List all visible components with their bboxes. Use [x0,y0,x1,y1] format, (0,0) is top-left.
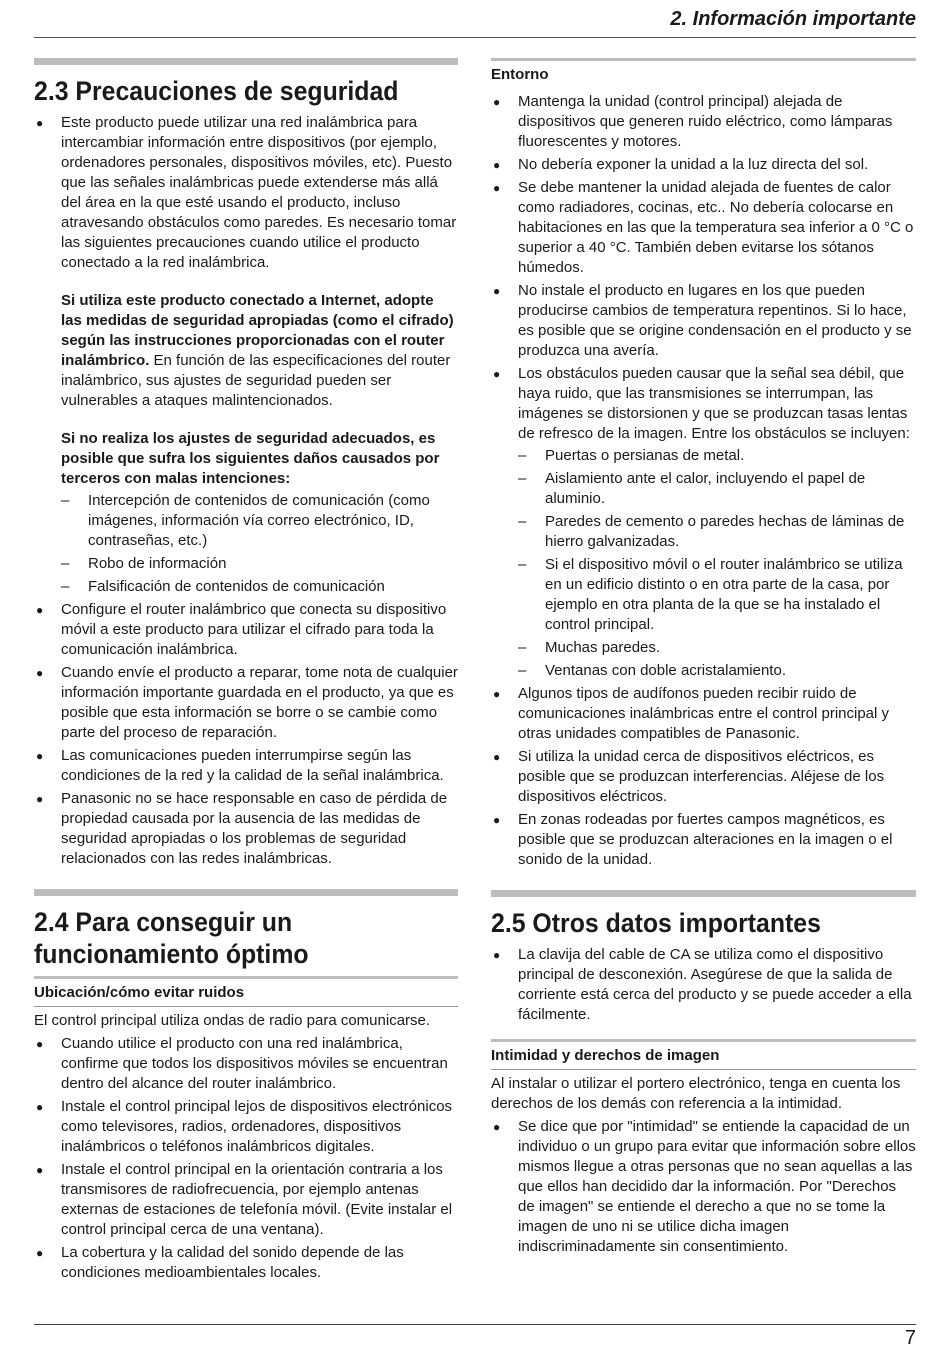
obstacles-list [518,446,916,681]
list-item: – Muchas paredes. [518,638,916,658]
list-item: – Ventanas con doble acristalamiento. [518,661,916,681]
list-item: ● Configure el router inalámbrico que conecta su dispositivo móvil a este producto para utilizar el cifrado para toda la comunicación inalámbrica. [34,600,458,660]
internet-warning-bold: Si utiliza este producto conectado a Internet, adopte las medidas de seguridad apropiadas (como el cifrado) según las instrucciones proporcionadas con el router inalámbrico. [61,292,454,369]
list-item: ● En zonas rodeadas por fuertes campos magnéticos, es posible que se produzcan alteraciones en la imagen o el sonido de la unidad. [491,810,916,870]
otros-datos-list [491,945,916,1025]
left-column [34,58,458,1286]
list-item: ● Se dice que por "intimidad" se entiende la capacidad de un individuo o un grupo para evitar que información sobre ellos mismos llegue a otras personas que no sean aquellas a las que ellos han decidido dar la información. Por "Derechos de imagen" se entiende el derecho a que no se tome la imagen de uno ni se utilice dicha imagen indiscriminadamente sin consentimiento. [491,1117,916,1257]
list-item: ● Las comunicaciones pueden interrumpirse según las condiciones de la red y la calidad de la señal inalámbrica. [34,746,458,786]
subsection-divider [34,976,458,979]
subsection-title-ubicacion: Ubicación/cómo evitar ruidos [34,983,458,1007]
list-item: – Paredes de cemento o paredes hechas de láminas de hierro galvanizadas. [518,512,916,552]
right-column [491,58,916,1260]
ubicacion-list [34,1034,458,1283]
subsection-title-entorno: Entorno [491,66,549,83]
subsection-divider [491,58,916,61]
list-item: – Puertas o persianas de metal. [518,446,916,466]
list-item: – Si el dispositivo móvil o el router inalámbrico se utiliza en un edificio distinto o en otra parte de la casa, por ejemplo en otra planta de la que se ha instalado el control principal. [518,555,916,635]
list-item: ● Instale el control principal en la orientación contraria a los transmisores de radiofrecuencia, por ejemplo antenas externas de estaciones de telefonía móvil. (Evite instalar el control principal cerca de una ventana). [34,1160,458,1240]
subsection-divider [491,1039,916,1042]
list-item: ● La cobertura y la calidad del sonido depende de las condiciones medioambientales locales. [34,1243,458,1283]
section-title-2-5: 2.5 Otros datos importantes [491,908,821,938]
list-item [34,113,458,597]
page-number: 7 [904,1327,916,1349]
list-item: ● Instale el control principal lejos de dispositivos electrónicos como televisores, radios, ordenadores, dispositivos inalámbricos o teléfonos inalámbricos digitales. [34,1097,458,1157]
section-title-2-4: 2.4 Para conseguir un funcionamiento óptimo [34,907,309,969]
internet-warning-text: En función de las especificaciones del router inalámbrico, sus ajustes de seguridad pueden ser vulnerables a ataques malintencionados. [61,352,451,409]
list-item: – Falsificación de contenidos de comunicación [61,577,458,597]
safety-intro: Este producto puede utilizar una red inalámbrica para intercambiar información entre dispositivos (por ejemplo, ordenadores personales, dispositivos móviles, etc). Puesto que las señales inalámbricas puede extenderse más allá del área en la que esté usando el producto, incluso atravesando obstáculos como paredes. Es necesario tomar las siguientes precauciones cuando utilice el producto conectado a la red inalámbrica. [61,114,457,271]
list-item: – Intercepción de contenidos de comunicación (como imágenes, información vía correo electrónico, ID, contraseñas, etc.) [61,491,458,551]
list-item: ● No debería exponer la unidad a la luz directa del sol. [491,155,916,175]
list-item: ● Mantenga la unidad (control principal) alejada de dispositivos que generen ruido eléctrico, como lámparas fluorescentes y motores. [491,92,916,152]
list-item: ● Panasonic no se hace responsable en caso de pérdida de propiedad causada por la ausencia de las medidas de seguridad apropiadas o los problemas de seguridad relacionados con las redes inalámbricas. [34,789,458,869]
section-title-2-3: 2.3 Precauciones de seguridad [34,76,399,106]
ubicacion-intro: El control principal utiliza ondas de radio para comunicarse. [34,1012,431,1029]
list-item: ● Si utiliza la unidad cerca de dispositivos eléctricos, es posible que se produzcan interferencias. Aléjese de los dispositivos eléctricos. [491,747,916,807]
safety-list [34,113,458,869]
internet-warning [61,291,458,411]
page-footer [34,1324,916,1349]
list-item: ● La clavija del cable de CA se utiliza como el dispositivo principal de desconexión. Asegúrese de que la salida de corriente está cerca del producto y se puede acceder a ella fácilmente. [491,945,916,1025]
subsection-title-intimidad: Intimidad y derechos de imagen [491,1046,916,1070]
section-divider [491,890,916,897]
list-item: ● No instale el producto en lugares en los que pueden producirse cambios de temperatura repentinos. Si lo hace, es posible que se origine condensación en el producto y se produzca una avería. [491,281,916,361]
intimidad-list [491,1117,916,1257]
list-item: ● Cuando utilice el producto con una red inalámbrica, confirme que todos los dispositivos móviles se encuentran dentro del alcance del router inalámbrico. [34,1034,458,1094]
list-item: ● Se debe mantener la unidad alejada de fuentes de calor como radiadores, cocinas, etc.. No debería colocarse en habitaciones en las que la temperatura sea inferior a 0 °C o superior a 40 °C. También deben evitarse los sótanos húmedos. [491,178,916,278]
list-item: – Aislamiento ante el calor, incluyendo el papel de aluminio. [518,469,916,509]
list-item: ● Algunos tipos de audífonos pueden recibir ruido de comunicaciones inalámbricas entre el control principal y otras unidades compatibles de Panasonic. [491,684,916,744]
intimidad-intro: Al instalar o utilizar el portero electrónico, tenga en cuenta los derechos de los demás con referencia a la intimidad. [491,1075,901,1112]
section-divider [34,58,458,65]
damage-list [61,491,458,597]
entorno-list [491,92,916,870]
obstacles-intro: Los obstáculos pueden causar que la señal sea débil, que haya ruido, que las transmisiones se interrumpan, las imágenes se distorsionen y que se produzcan tasas lentas de refresco de la imagen. Entre los obstáculos se incluyen: [518,365,910,442]
list-item: – Robo de información [61,554,458,574]
section-divider [34,889,458,896]
list-item: ● Cuando envíe el producto a reparar, tome nota de cualquier información importante guardada en el producto, ya que es posible que esta información se borre o se cambie como parte del proceso de reparación. [34,663,458,743]
damage-warning: Si no realiza los ajustes de seguridad adecuados, es posible que sufra los siguientes daños causados por terceros con malas intenciones: [61,430,440,487]
page-header [34,6,916,38]
chapter-title: 2. Información importante [670,8,916,30]
list-item [491,364,916,681]
